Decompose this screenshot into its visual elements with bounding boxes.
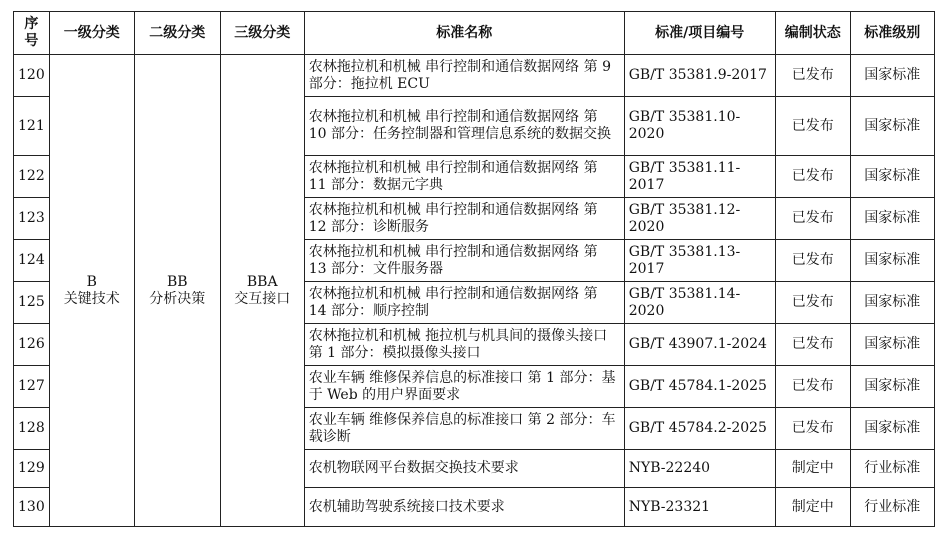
header-name: 标准名称 [304, 12, 624, 55]
row-name: 农机辅助驾驶系统接口技术要求 [304, 488, 624, 527]
row-status: 已发布 [775, 156, 850, 198]
level3-cell [220, 55, 304, 527]
row-code: NYB-23321 [624, 488, 775, 527]
row-grade: 行业标准 [850, 450, 934, 488]
row-code: GB/T 35381.12-2020 [624, 198, 775, 240]
row-name: 农业车辆 维修保养信息的标准接口 第 1 部分：基于 Web 的用户界面要求 [304, 366, 624, 408]
row-code: GB/T 35381.14-2020 [624, 282, 775, 324]
row-seq: 120 [14, 55, 50, 97]
level1-name: 关键技术 [63, 290, 120, 307]
row-name: 农机物联网平台数据交换技术要求 [304, 450, 624, 488]
row-seq: 127 [14, 366, 50, 408]
row-status: 已发布 [775, 408, 850, 450]
row-grade: 国家标准 [850, 366, 934, 408]
header-level3: 三级分类 [220, 12, 304, 55]
row-name: 农林拖拉机和机械 串行控制和通信数据网络 第 10 部分：任务控制器和管理信息系统的数据交换 [304, 97, 624, 156]
row-seq: 122 [14, 156, 50, 198]
standards-table [13, 11, 935, 527]
row-seq: 128 [14, 408, 50, 450]
row-code: GB/T 45784.1-2025 [624, 366, 775, 408]
header-level1: 一级分类 [49, 12, 134, 55]
row-code: GB/T 35381.13-2017 [624, 240, 775, 282]
row-status: 已发布 [775, 198, 850, 240]
row-name: 农林拖拉机和机械 串行控制和通信数据网络 第 11 部分：数据元字典 [304, 156, 624, 198]
row-status: 已发布 [775, 240, 850, 282]
header-code: 标准/项目编号 [624, 12, 775, 55]
row-grade: 国家标准 [850, 55, 934, 97]
row-status: 制定中 [775, 450, 850, 488]
row-seq: 125 [14, 282, 50, 324]
row-name: 农林拖拉机和机械 串行控制和通信数据网络 第 12 部分：诊断服务 [304, 198, 624, 240]
row-name: 农林拖拉机和机械 拖拉机与机具间的摄像头接口 第 1 部分：模拟摄像头接口 [304, 324, 624, 366]
row-status: 已发布 [775, 366, 850, 408]
row-code: GB/T 35381.11-2017 [624, 156, 775, 198]
level3-code: BBA [246, 273, 278, 290]
row-seq: 124 [14, 240, 50, 282]
level3-name: 交互接口 [234, 290, 291, 307]
header-row [14, 12, 935, 55]
row-name: 农业车辆 维修保养信息的标准接口 第 2 部分：车载诊断 [304, 408, 624, 450]
level2-code: BB [166, 273, 188, 290]
header-seq: 序号 [14, 12, 50, 55]
row-seq: 130 [14, 488, 50, 527]
row-grade: 国家标准 [850, 240, 934, 282]
level1-code: B [86, 273, 97, 290]
row-grade: 国家标准 [850, 408, 934, 450]
row-name: 农林拖拉机和机械 串行控制和通信数据网络 第 9 部分：拖拉机 ECU [304, 55, 624, 97]
header-level2: 二级分类 [134, 12, 220, 55]
row-grade: 国家标准 [850, 198, 934, 240]
row-grade: 行业标准 [850, 488, 934, 527]
row-code: GB/T 45784.2-2025 [624, 408, 775, 450]
row-status: 已发布 [775, 55, 850, 97]
row-code: NYB-22240 [624, 450, 775, 488]
row-seq: 126 [14, 324, 50, 366]
row-name: 农林拖拉机和机械 串行控制和通信数据网络 第 14 部分：顺序控制 [304, 282, 624, 324]
level1-cell [49, 55, 134, 527]
row-code: GB/T 35381.10-2020 [624, 97, 775, 156]
row-status: 制定中 [775, 488, 850, 527]
row-status: 已发布 [775, 282, 850, 324]
row-status: 已发布 [775, 97, 850, 156]
row-grade: 国家标准 [850, 97, 934, 156]
header-status: 编制状态 [775, 12, 850, 55]
row-seq: 123 [14, 198, 50, 240]
row-code: GB/T 35381.9-2017 [624, 55, 775, 97]
row-grade: 国家标准 [850, 324, 934, 366]
level2-cell [134, 55, 220, 527]
row-seq: 129 [14, 450, 50, 488]
row-seq: 121 [14, 97, 50, 156]
table-row [14, 55, 935, 97]
row-status: 已发布 [775, 324, 850, 366]
level2-name: 分析决策 [149, 290, 206, 307]
row-grade: 国家标准 [850, 156, 934, 198]
row-grade: 国家标准 [850, 282, 934, 324]
header-grade: 标准级别 [850, 12, 934, 55]
row-name: 农林拖拉机和机械 串行控制和通信数据网络 第 13 部分：文件服务器 [304, 240, 624, 282]
row-code: GB/T 43907.1-2024 [624, 324, 775, 366]
